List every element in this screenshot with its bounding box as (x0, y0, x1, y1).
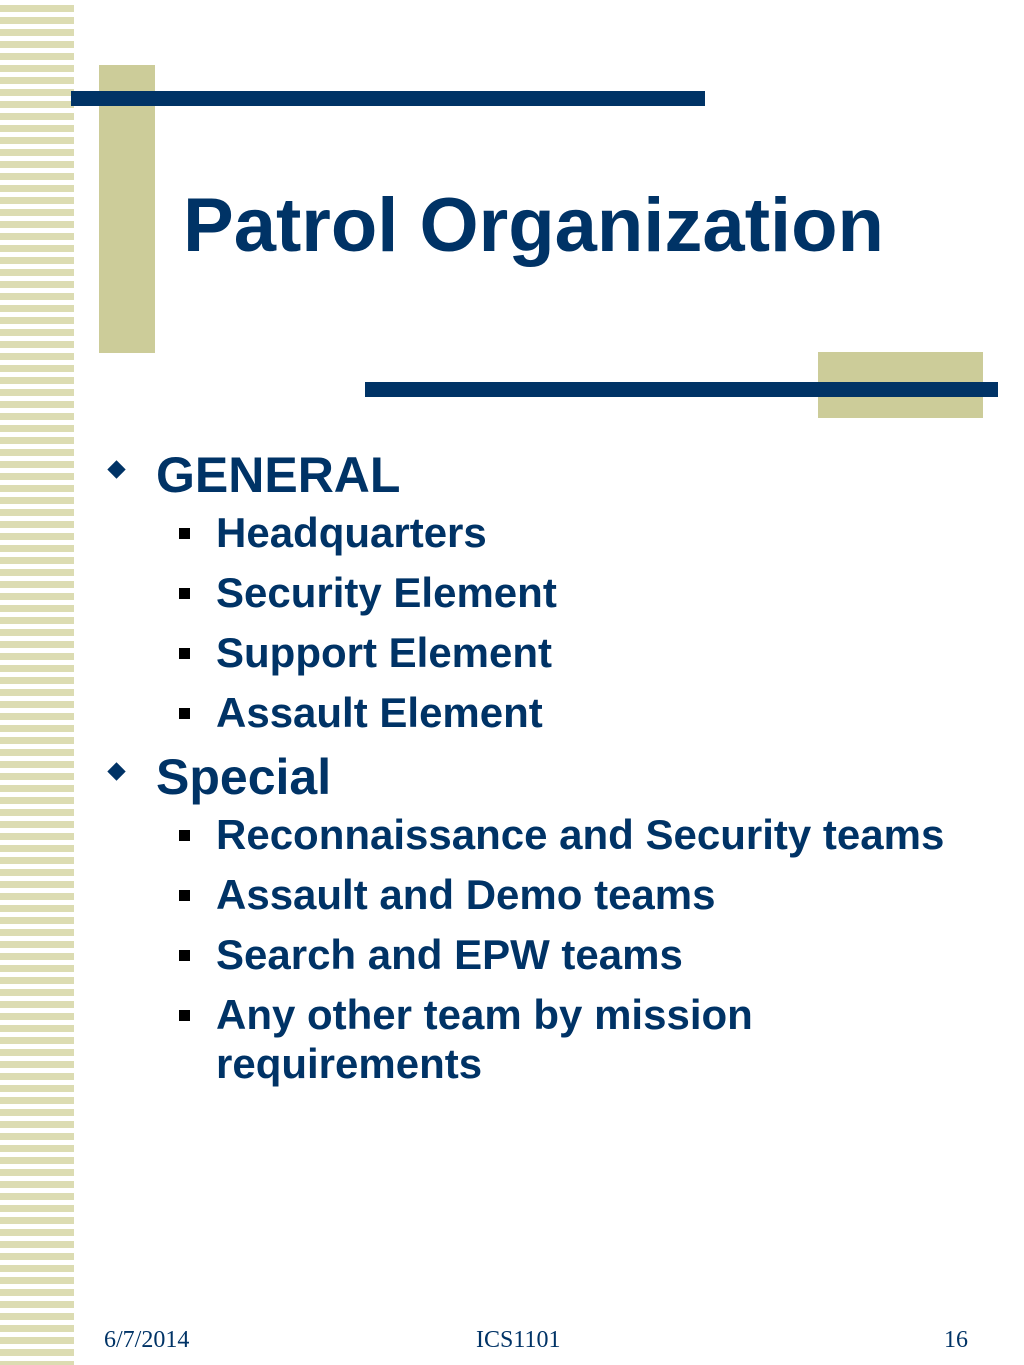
square-bullet-icon (179, 588, 190, 599)
list-item: Headquarters (156, 508, 984, 557)
list-item: Any other team by mission requirements (156, 990, 984, 1088)
list-item: Security Element (156, 568, 984, 617)
list-item: Assault Element (156, 688, 984, 737)
slide-title: Patrol Organization (183, 183, 884, 268)
title-rule-bottom (365, 382, 998, 397)
section-label: Special (156, 749, 332, 805)
square-bullet-icon (179, 708, 190, 719)
square-bullet-icon (179, 890, 190, 901)
diamond-bullet-icon (107, 460, 125, 478)
slide-content (104, 446, 984, 1099)
diamond-bullet-icon (107, 762, 125, 780)
list-item: Support Element (156, 628, 984, 677)
list-item: Assault and Demo teams (156, 870, 984, 919)
section-special (104, 748, 984, 1088)
sub-list (156, 508, 984, 737)
footer-center-text: ICS1101 (476, 1327, 561, 1353)
title-rule-top (71, 91, 705, 106)
square-bullet-icon (179, 528, 190, 539)
accent-block-top (99, 65, 155, 353)
bullet-list (104, 446, 984, 1088)
page-number: 16 (944, 1327, 968, 1353)
footer-date: 6/7/2014 (104, 1327, 190, 1353)
section-label: GENERAL (156, 447, 401, 503)
list-item: Search and EPW teams (156, 930, 984, 979)
square-bullet-icon (179, 830, 190, 841)
decorative-stripes (0, 0, 74, 1365)
section-general (104, 446, 984, 737)
sub-list (156, 810, 984, 1088)
square-bullet-icon (179, 648, 190, 659)
square-bullet-icon (179, 1010, 190, 1021)
square-bullet-icon (179, 950, 190, 961)
list-item: Reconnaissance and Security teams (156, 810, 984, 859)
